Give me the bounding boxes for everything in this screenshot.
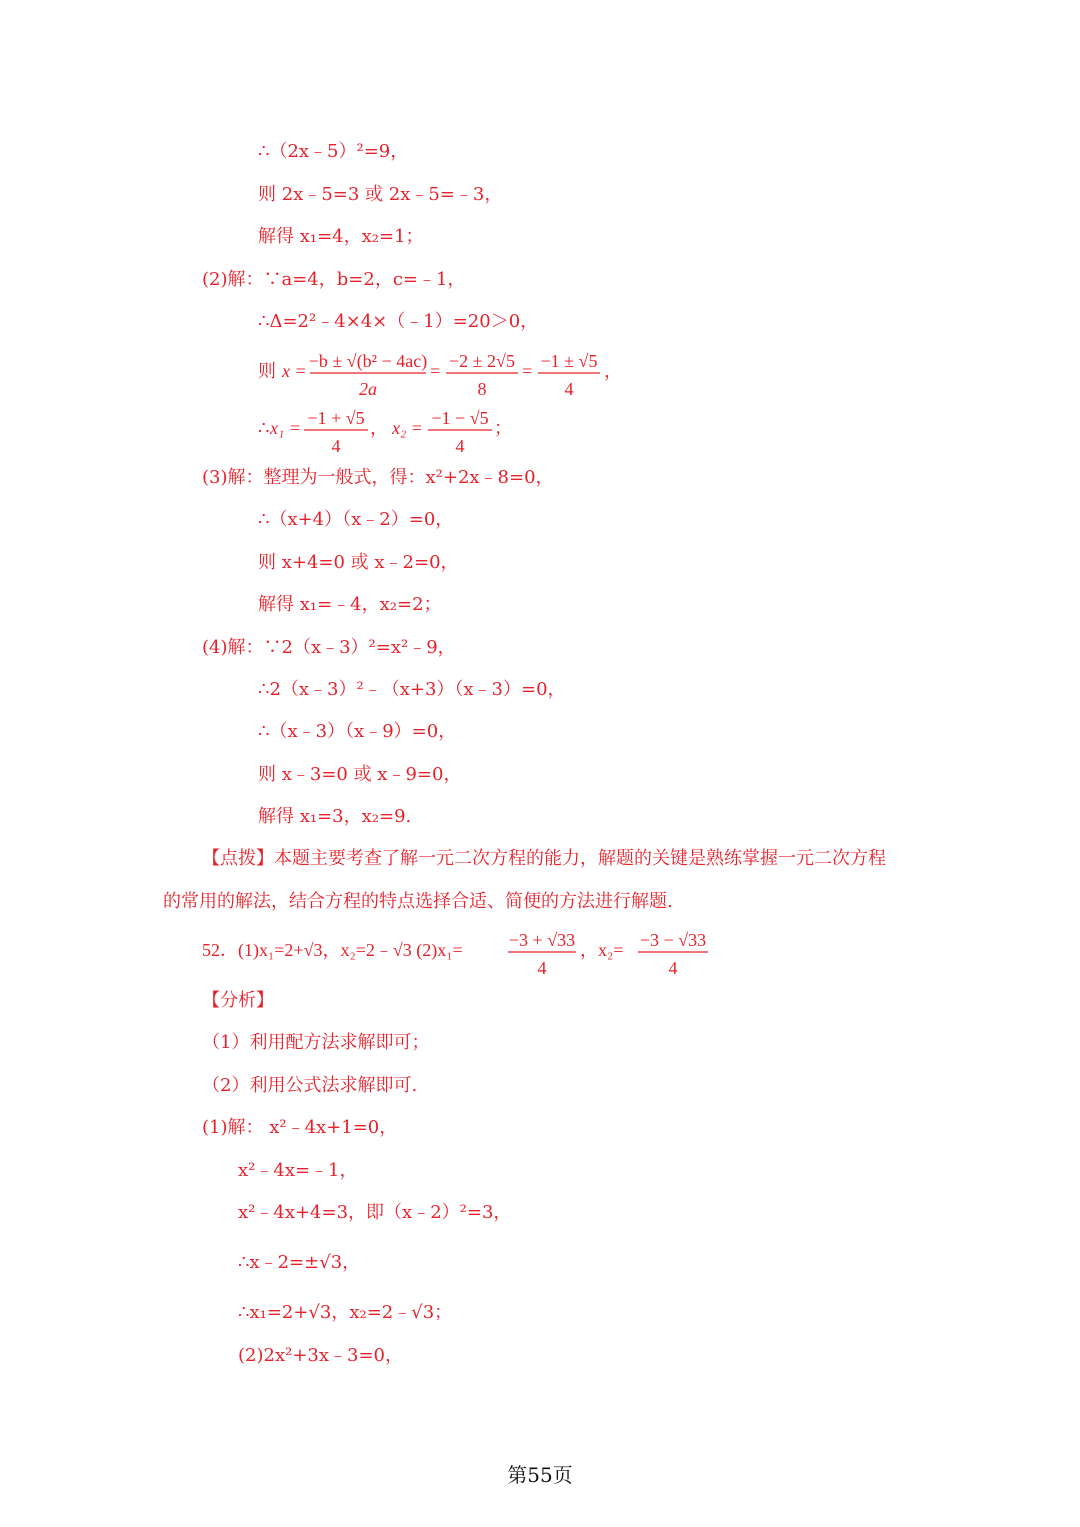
formula-prefix: 则 — [258, 361, 276, 381]
frac2-numerator: −2 ± 2√5 — [449, 351, 515, 371]
root1-denominator: 4 — [331, 436, 341, 456]
answer-52 — [0, 922, 760, 992]
answer-52-x2-numerator: −3 − √33 — [639, 930, 707, 950]
line-l16: 解得 x₁=3，x₂=9. — [258, 806, 412, 827]
answer-52-x1-numerator: −3 + √33 — [508, 930, 576, 950]
root1-lhs: x₁ = — [270, 418, 301, 438]
line-l22: （2）利用公式法求解即可. — [202, 1075, 418, 1096]
line-l4: (2)解：∵a=4，b=2，c=﹣1， — [202, 269, 466, 290]
line-l15: 则 x﹣3=0 或 x﹣9=0， — [258, 764, 462, 785]
line-l18: 的常用的解法，结合方程的特点选择合适、简便的方法进行解题. — [163, 891, 673, 912]
answer-52-x2-denominator: 4 — [668, 958, 678, 978]
line-l23: (1)解： x²﹣4x+1=0， — [202, 1117, 398, 1138]
line-l28: (2)2x²+3x﹣3=0， — [238, 1345, 403, 1366]
line-l13: ∴2（x﹣3）²﹣（x+3）（x﹣3）=0， — [258, 679, 566, 700]
formula-lhs: x = — [282, 361, 307, 381]
roots-formula — [0, 400, 700, 470]
line-l17: 【点拨】本题主要考查了解一元二次方程的能力，解题的关键是熟练掌握一元二次方程 — [202, 848, 886, 869]
frac1-denominator: 2a — [359, 379, 377, 399]
line-l3: 解得 x₁=4，x₂=1； — [258, 226, 424, 247]
line-l20: 【分析】 — [202, 990, 274, 1011]
roots-tail: ； — [494, 418, 512, 438]
answer-52-mid: ，x₂= — [580, 940, 624, 960]
frac3-numerator: −1 ± √5 — [540, 351, 598, 371]
root2-lhs: x₂ = — [392, 418, 423, 438]
line-l10: 则 x+4=0 或 x﹣2=0， — [258, 552, 459, 573]
roots-prefix: ∴ — [258, 418, 270, 438]
line-l25: x²﹣4x+4=3，即（x﹣2）²=3， — [238, 1202, 512, 1223]
line-l27: ∴x₁=2+√3，x₂=2﹣√3； — [238, 1302, 453, 1323]
svg-text:=: = — [430, 361, 441, 381]
svg-text:=: = — [522, 361, 533, 381]
root1-numerator: −1 + √5 — [307, 408, 365, 428]
answer-52-label: 52．(1)x₁=2+√3，x₂=2﹣√3 (2)x₁= — [202, 940, 463, 960]
page-number: 第55页 — [507, 1463, 573, 1487]
frac2-denominator: 8 — [477, 379, 487, 399]
line-l11: 解得 x₁=﹣4，x₂=2； — [258, 594, 442, 615]
line-l12: (4)解：∵2（x﹣3）²=x²﹣9， — [202, 637, 456, 658]
roots-separator: ， — [370, 418, 388, 438]
line-l26: ∴x﹣2=±√3， — [238, 1252, 361, 1273]
line-l24: x²﹣4x=﹣1， — [238, 1160, 358, 1181]
root2-denominator: 4 — [455, 436, 465, 456]
frac1-numerator: −b ± √(b² − 4ac) — [308, 351, 428, 371]
formula-tail: ， — [604, 361, 622, 381]
root2-numerator: −1 − √5 — [431, 408, 489, 428]
line-l2: 则 2x﹣5=3 或 2x﹣5=﹣3， — [258, 184, 503, 205]
line-l8: (3)解：整理为一般式，得：x²+2x﹣8=0， — [202, 467, 554, 488]
line-l9: ∴（x+4）（x﹣2）=0， — [258, 509, 454, 530]
line-l21: （1）利用配方法求解即可； — [202, 1032, 430, 1053]
answer-52-x1-denominator: 4 — [537, 958, 547, 978]
line-l5: ∴Δ=2²﹣4×4×（﹣1）=20＞0， — [258, 311, 539, 332]
line-l1: ∴（2x﹣5）²=9， — [258, 141, 409, 162]
frac3-denominator: 4 — [564, 379, 574, 399]
line-l14: ∴（x﹣3）（x﹣9）=0， — [258, 721, 457, 742]
